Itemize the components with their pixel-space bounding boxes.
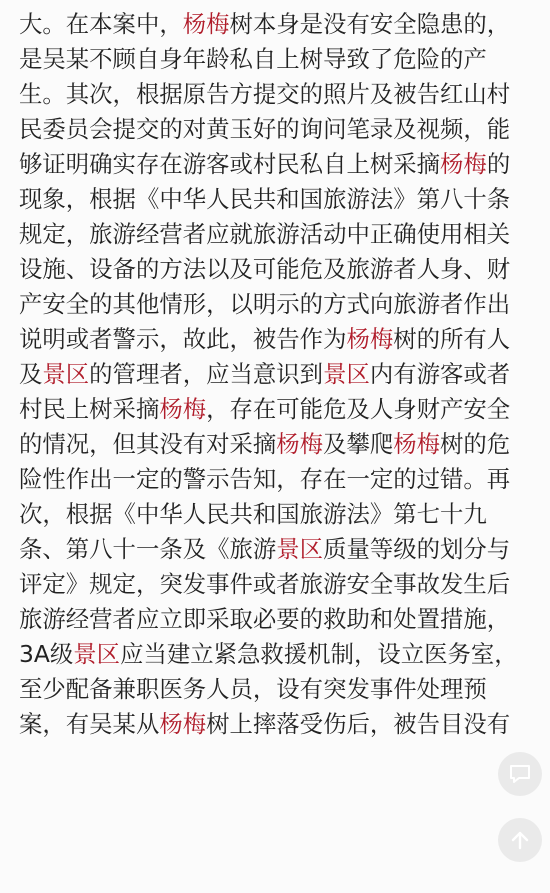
text-run: 大。在本案中，	[19, 10, 183, 38]
text-run: 生。其次，根据原告方提交的照片及被告红山村	[19, 80, 511, 108]
text-line	[19, 462, 510, 496]
highlighted-keyword: 景区	[73, 640, 121, 668]
text-line	[19, 42, 487, 76]
text-run: 旅游经营者应立即采取必要的救助和处置措施，	[19, 605, 511, 633]
text-run: 树本身是没有安全隐患的，	[229, 10, 511, 38]
text-line	[19, 707, 510, 741]
text-run: ，存在可能危及人身财产安全	[206, 395, 511, 423]
text-run: 应当建立紧急救援机制，设立医务室，	[120, 640, 518, 668]
text-line	[19, 497, 487, 531]
text-run: 的情况，但其没有对采摘	[19, 430, 277, 458]
text-run: 案，有吴某从	[19, 710, 160, 738]
text-run: 内有游客或者	[369, 360, 511, 388]
text-run: 产安全的其他情形，以明示的方式向旅游者作出	[19, 290, 511, 318]
text-line	[19, 147, 510, 181]
text-run: 条、第八十一条及《旅游	[19, 535, 277, 563]
highlighted-keyword: 景区	[42, 360, 90, 388]
highlighted-keyword: 杨梅	[393, 430, 441, 458]
text-run: 树的所有人	[393, 325, 511, 353]
highlighted-keyword: 景区	[323, 360, 370, 388]
scroll-top-button[interactable]	[498, 818, 542, 862]
text-line	[19, 602, 510, 636]
text-line	[19, 287, 510, 321]
text-run: 及	[19, 360, 43, 388]
text-run: 险性作出一定的警示告知，存在一定的过错。再	[19, 465, 511, 493]
text-run: 3A级	[19, 640, 74, 668]
text-run: 次，根据《中华人民共和国旅游法》第七十九	[19, 500, 487, 528]
comment-button[interactable]	[498, 752, 542, 796]
text-line	[19, 322, 510, 356]
text-run: 质量等级的划分与	[323, 535, 511, 563]
text-run: 至少配备兼职医务人员，设有突发事件处理预	[19, 675, 487, 703]
text-line	[19, 637, 518, 671]
text-run: 树上摔落受伤后，被告目没有	[206, 710, 511, 738]
text-line	[19, 567, 510, 601]
text-line	[19, 7, 510, 41]
text-line	[19, 217, 510, 251]
text-run: 够证明确实存在游客或村民私自上树采摘	[19, 150, 441, 178]
highlighted-keyword: 杨梅	[346, 325, 394, 353]
text-run: 树的危	[440, 430, 511, 458]
text-line	[19, 427, 510, 461]
text-run: 现象，根据《中华人民共和国旅游法》第八十条	[19, 185, 511, 213]
text-run: 说明或者警示，故此，被告作为	[19, 325, 347, 353]
text-run: 村民上树采摘	[19, 395, 160, 423]
text-run: 的	[486, 150, 511, 178]
text-line	[19, 532, 510, 566]
highlighted-keyword: 杨梅	[276, 430, 324, 458]
text-line	[19, 182, 510, 216]
text-line	[19, 77, 510, 111]
highlighted-keyword: 杨梅	[440, 150, 487, 178]
text-run: 评定》规定，突发事件或者旅游安全事故发生后	[19, 570, 511, 598]
highlighted-keyword: 杨梅	[159, 395, 207, 423]
text-line	[19, 392, 510, 426]
highlighted-keyword: 杨梅	[159, 710, 207, 738]
text-run: 民委员会提交的对黄玉好的询问笔录及视频，能	[19, 115, 511, 143]
text-run: 规定，旅游经营者应就旅游活动中正确使用相关	[19, 220, 511, 248]
text-line	[19, 672, 487, 706]
highlighted-keyword: 景区	[276, 535, 324, 563]
text-run: 及攀爬	[323, 430, 394, 458]
text-line	[19, 112, 510, 146]
text-run: 的管理者，应当意识到	[89, 360, 324, 388]
comment-icon	[508, 763, 532, 785]
text-run: 是吴某不顾自身年龄私自上树导致了危险的产	[19, 45, 487, 73]
arrow-up-icon	[509, 829, 531, 851]
highlighted-keyword: 杨梅	[182, 10, 230, 38]
text-run: 设施、设备的方法以及可能危及旅游者人身、财	[19, 255, 511, 283]
text-line	[19, 252, 510, 286]
text-line	[19, 357, 510, 391]
